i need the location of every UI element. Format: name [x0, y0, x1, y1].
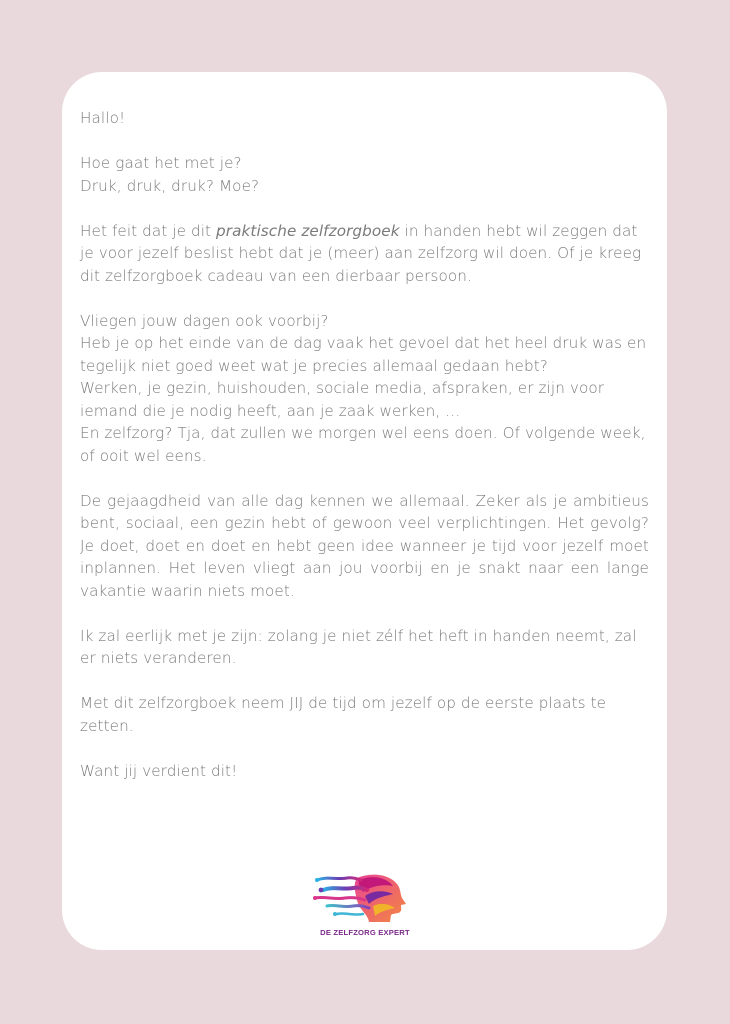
paragraph-how-are-you: [80, 152, 649, 197]
paragraph-line: Vliegen jouw dagen ook voorbij?: [80, 311, 329, 330]
greeting: Hallo!: [80, 109, 126, 127]
paragraph-line: Hoe gaat het met je?: [80, 154, 242, 172]
paragraph-line: En zelfzorg? Tja, dat zullen we morgen wel eens doen. Of volgende week, of ooit wel eens.: [80, 424, 646, 465]
book-title-emphasis: praktische zelfzorgboek: [216, 221, 400, 240]
paragraph-intro: [80, 220, 649, 288]
brand-name: DE ZELFZORG EXPERT: [320, 928, 410, 937]
paragraph-hurry: De gejaagdheid van alle dag kennen we allemaal. Zeker als je ambitieus bent, sociaal, een gezin hebt of gewoon veel verplichtingen. Het gevolg? Je doet, doet en doet en hebt geen idee wanneer je tijd voor jezelf moet inplannen. Het leven vliegt aan jou voorbij en je snakt naar een lange vakantie waarin niets moet.: [80, 491, 649, 600]
paragraph-line: Druk, druk, druk? Moe?: [80, 176, 260, 195]
intro-text-end: in handen hebt wil zeggen dat je voor jezelf beslist hebt dat je (meer) aan zelfzorg wil doen. Of je kreeg dit zelfzorgboek cadeau van een dierbaar persoon.: [80, 221, 642, 285]
paragraph-busy-days: [80, 310, 649, 468]
paragraph-honest: Ik zal eerlijk met je zijn: zolang je niet zélf het heft in handen neemt, zal er niets veranderen.: [80, 626, 637, 667]
colorful-head-profile-icon: [313, 870, 417, 926]
brand-logo: [313, 870, 417, 942]
letter-card: [62, 72, 667, 950]
intro-text-start: Het feit dat je dit: [80, 221, 217, 240]
paragraph-take-time: Met dit zelfzorgboek neem JIJ de tijd om jezelf op de eerste plaats te zetten.: [80, 694, 607, 735]
paragraph-closing: Want jij verdient dit!: [80, 761, 238, 780]
paragraph-line: Heb je op het einde van de dag vaak het gevoel dat het heel druk was en tegelijk niet goed weet wat je precies allemaal gedaan hebt?: [80, 334, 647, 375]
letter-body: [80, 107, 649, 805]
paragraph-line: Werken, je gezin, huishouden, sociale media, afspraken, er zijn voor iemand die je nodig heeft, aan je zaak werken, …: [80, 379, 605, 420]
